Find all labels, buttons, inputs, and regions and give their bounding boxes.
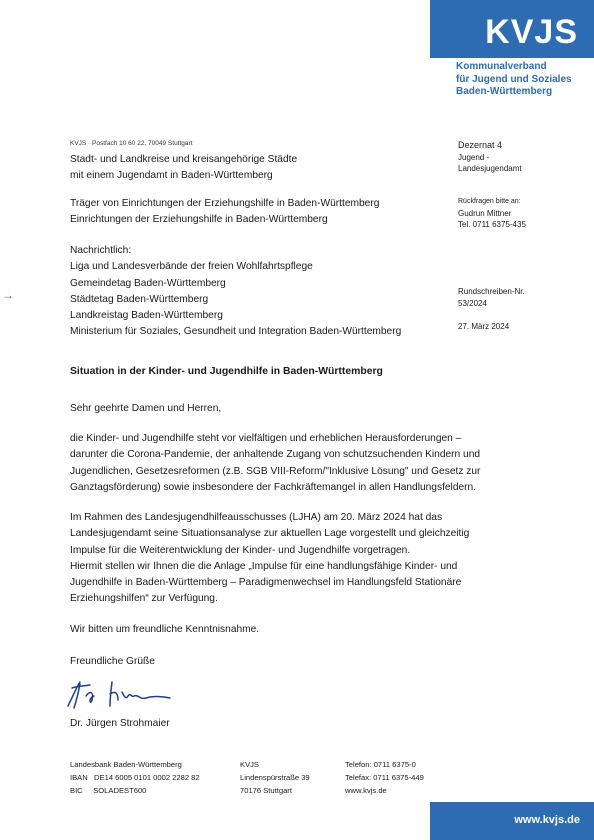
logo-sub-line: für Jugend und Soziales (456, 73, 572, 85)
footer-bank (70, 758, 200, 797)
recipient-line: Einrichtungen der Erziehungshilfe in Baden-Württemberg (70, 214, 328, 226)
sender-line: KVJS · Postfach 10 60 22, 70049 Stuttgart (70, 140, 193, 147)
signer-name: Dr. Jürgen Strohmaier (70, 718, 170, 729)
logo-subtitle (456, 61, 572, 99)
fold-mark-arrow-icon: → (2, 288, 14, 302)
footer-line: BIC SOLADEST600 (70, 786, 147, 795)
paragraph-line: Hiermit stellen wir Ihnen die die Anlage „Impulse für eine handlungsfähige Kinder- und (70, 560, 458, 572)
recipient-block-3 (70, 243, 401, 341)
recipient-line: mit einem Jugendamt in Baden-Württemberg (70, 170, 273, 182)
paragraph-line: die Kinder- und Jugendhilfe steht vor vielfältigen und erheblichen Herausforderungen – (70, 433, 462, 444)
paragraph-line: Jugendhilfe in Baden-Württemberg – Paradigmenwechsel im Handlungsfeld Stationäre (70, 577, 462, 589)
paragraph-line: darunter die Corona-Pandemie, der anhaltende Zugang von schutzsuchenden Kindern und (70, 449, 481, 461)
recipient-block-1 (70, 152, 297, 185)
contact-info (458, 196, 526, 231)
contact-label: Rückfragen bitte an: (458, 198, 521, 205)
letter-date: 27. März 2024 (458, 322, 510, 331)
recipient-line: Träger von Einrichtungen der Erziehungshilfe in Baden-Württemberg (70, 198, 380, 209)
closing: Freundliche Grüße (70, 656, 155, 667)
dept-line: Jugend - (458, 152, 490, 162)
footer-contact (345, 758, 424, 797)
logo-wordmark: KVJS (485, 13, 578, 51)
department-info (458, 140, 522, 175)
paragraph-3: Wir bitten um freundliche Kenntnisnahme. (70, 624, 260, 635)
footer-line: IBAN DE14 6005 0101 0002 2282 82 (70, 773, 200, 782)
footer-line: Telefax: 0711 6375-449 (345, 773, 424, 782)
footer-line: Telefon: 0711 6375-0 (345, 760, 416, 769)
circular-number: 53/2024 (458, 298, 487, 308)
footer-brand-bar (430, 802, 594, 840)
dept-line: Landesjugendamt (458, 164, 522, 173)
recipient-line: Gemeindetag Baden-Württemberg (70, 277, 226, 289)
footer-line: Landesbank Baden-Württemberg (70, 760, 182, 769)
paragraph-2 (70, 510, 530, 608)
contact-tel: Tel. 0711 6375-435 (458, 220, 526, 229)
recipient-line: Ministerium für Soziales, Gesundheit und Integration Baden-Württemberg (70, 326, 402, 338)
kvjs-logo (430, 0, 594, 58)
recipient-line: Landkreistag Baden-Württemberg (70, 310, 223, 322)
paragraph-line: Ganztagsförderung) sowie insbesondere der Fachkräftemangel in allen Handlungsfeldern. (70, 481, 477, 493)
salutation: Sehr geehrte Damen und Herren, (70, 403, 222, 414)
footer-address (240, 758, 310, 797)
recipient-line: Liga und Landesverbände der freien Wohlfahrtspflege (70, 261, 313, 273)
bottom-website-link[interactable]: www.kvjs.de (514, 814, 580, 826)
recipient-block-2 (70, 196, 379, 229)
paragraph-1 (70, 431, 530, 496)
logo-sub-line: Baden-Württemberg (456, 86, 553, 97)
paragraph-line: Erziehungshilfen“ zur Verfügung. (70, 593, 218, 605)
footer-line: Lindenspürstraße 39 (240, 773, 310, 782)
contact-name: Gudrun Mittner (458, 208, 512, 218)
circular-info (458, 286, 525, 309)
circular-label: Rundschreiben-Nr. (458, 287, 525, 296)
paragraph-line: Im Rahmen des Landesjugendhilfeausschusses (LJHA) am 20. März 2024 hat das (70, 512, 443, 523)
handwritten-signature (64, 676, 184, 712)
recipient-line: Städtetag Baden-Württemberg (70, 293, 209, 305)
letter-subject: Situation in der Kinder- und Jugendhilfe in Baden-Württemberg (70, 366, 383, 377)
recipient-line: Stadt- und Landkreise und kreisangehörige Städte (70, 154, 298, 165)
dept-line: Dezernat 4 (458, 140, 503, 150)
footer-line: KVJS (240, 760, 259, 769)
paragraph-line: Impulse für die Weiterentwicklung der Kinder- und Jugendhilfe vorgetragen. (70, 544, 411, 556)
paragraph-line: Landesjugendamt seine Situationsanalyse zur aktuellen Lage vorgestellt und gleichzeitig (70, 528, 470, 540)
footer-line: 70176 Stuttgart (240, 786, 292, 795)
paragraph-line: Jugendlichen, Gesetzesreformen (z.B. SGB VIII-Reform/"Inklusive Lösung" und Gesetz zur (70, 465, 481, 477)
footer-website-link[interactable]: www.kvjs.de (345, 786, 387, 795)
logo-sub-line: Kommunalverband (456, 61, 547, 72)
nachrichtlich-label: Nachrichtlich: (70, 245, 132, 256)
